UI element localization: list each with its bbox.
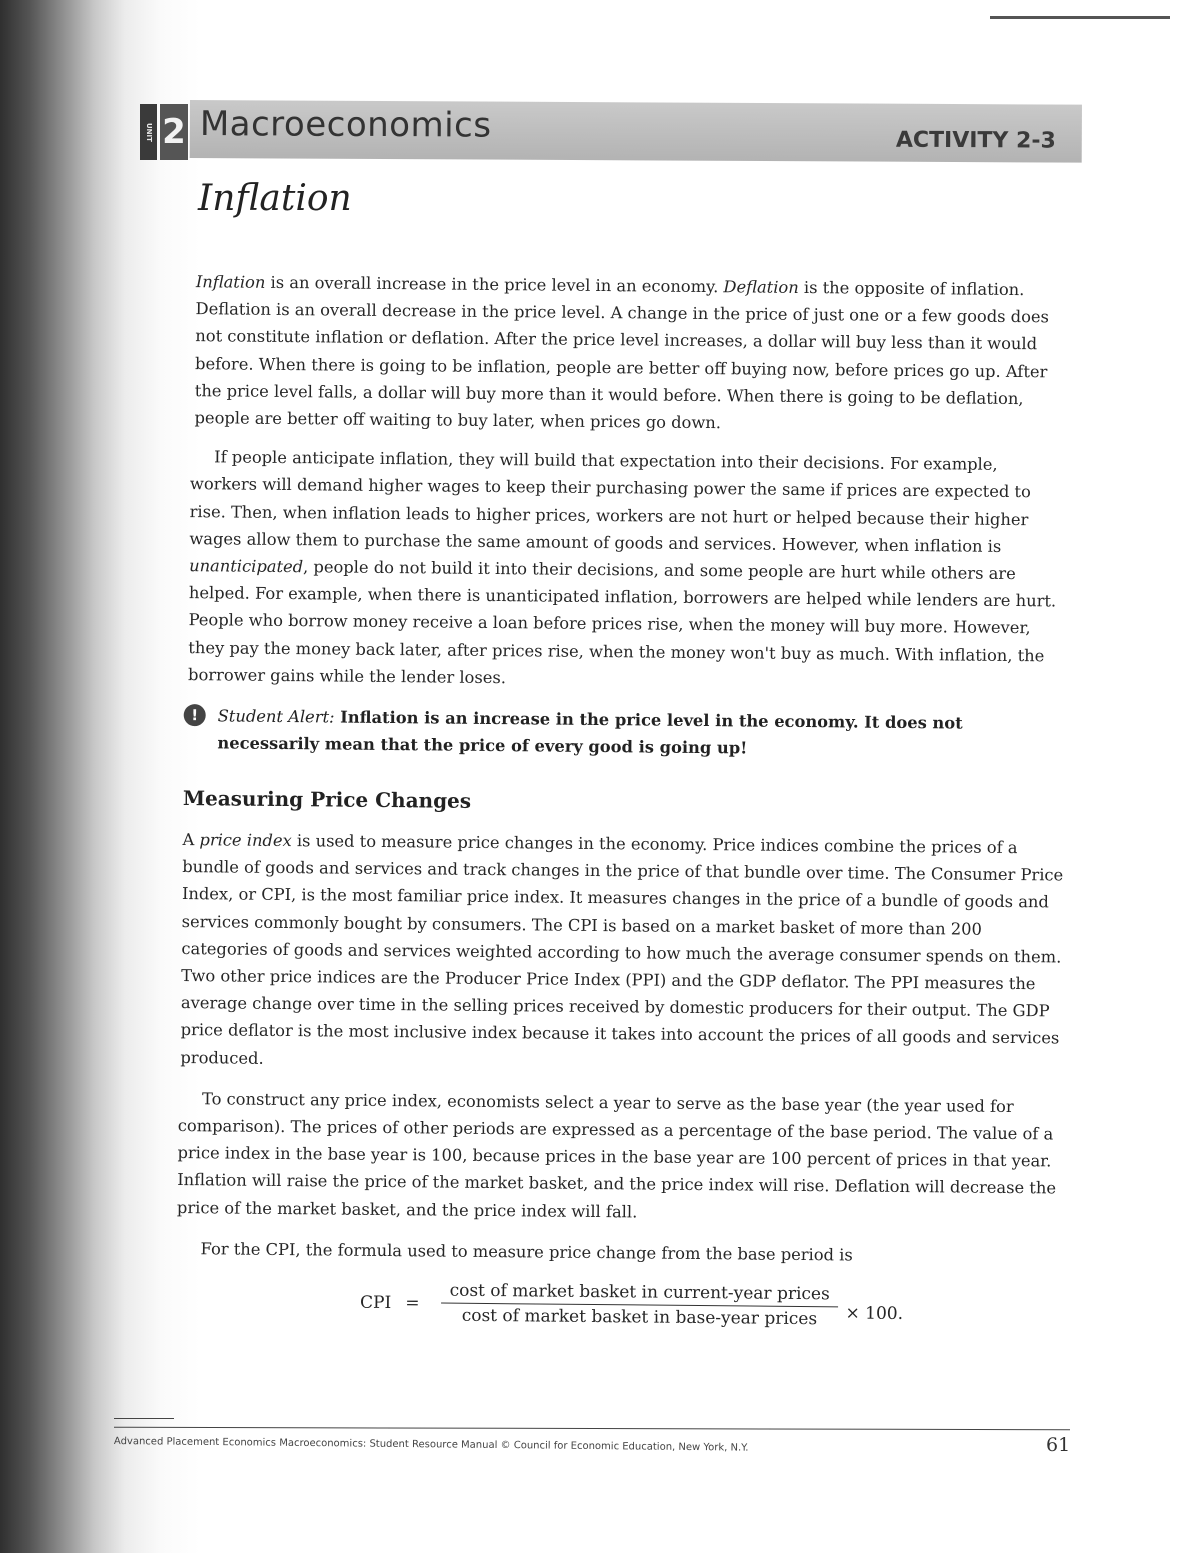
term-price-index: price index [199, 830, 292, 851]
paragraph-anticipated-inflation [188, 443, 1068, 696]
paragraph-text: is an overall increase in the price level in an economy. [265, 272, 724, 297]
paragraph-base-year: To construct any price index, economists select a year to serve as the base year (the year used for comparison). The prices of other periods are expressed as a percentage of the base period. The value of a price index in the base year is 100, because prices in the base year are 100 percent of prices in that year. Inflation will raise the price of the market basket, and the price index will rise. Deflation will decrease the price of the market basket, and the price index will fall. [176, 1089, 1057, 1222]
unit-title: Macroeconomics [199, 104, 492, 146]
paragraph-text: , people do not build it into their decisions, and some people are hurt while others are helped. For example, when there is unanticipated inflation, borrowers are helped while lenders are hurt. People who borrow money receive a loan before prices rise, when the money will buy more. However, they pay the money back later, after prices rise, when the money won't buy as much. With inflation, the borrower gains while the lender loses. [188, 557, 1057, 687]
paragraph-cpi-formula-intro: For the CPI, the formula used to measure price change from the base period is [200, 1239, 853, 1265]
footer-rule-short [114, 1418, 174, 1419]
formula-denominator: cost of market basket in base-year prices [461, 1305, 818, 1330]
section-heading: Measuring Price Changes [182, 786, 472, 813]
formula-numerator: cost of market basket in current-year prices [441, 1281, 837, 1308]
page-title: Inflation [198, 178, 352, 219]
formula-multiplier: × 100. [845, 1303, 904, 1324]
page-number: 61 [1046, 1434, 1071, 1456]
top-rule [990, 16, 1170, 19]
term-inflation: Inflation [195, 272, 266, 292]
formula-equals: = [405, 1292, 420, 1313]
term-unanticipated: unanticipated [189, 556, 304, 577]
paragraph-inflation-definition [194, 268, 1070, 440]
term-deflation: Deflation [723, 277, 799, 297]
footer-rule [114, 1427, 1070, 1431]
alert-label: Student Alert: [217, 706, 335, 727]
cpi-formula [360, 1280, 1060, 1332]
alert-exclamation-icon: ! [184, 704, 206, 726]
paragraph-text: is used to measure price changes in the economy. Price indices combine the prices of a bundle of goods and services and track changes in the price of that bundle over time. The Consumer Price Index, or CPI, is the most familiar price index. It measures changes in the price of a bundle of goods and services commonly bought by consumers. The CPI is based on a market basket of more than 200 categories of goods and services weighted according to how much the average consumer spends on them. Two other price indices are the Producer Price Index (PPI) and the GDP deflator. The PPI measures the average change over time in the selling prices received by domestic producers for their output. The GDP price deflator is the most inclusive index because it takes into account the prices of all goods and services produced. [180, 831, 1064, 1068]
unit-tab [140, 104, 157, 160]
paragraph-text: If people anticipate inflation, they will build that expectation into their decisions. For example, workers will demand higher wages to keep their purchasing power the same if prices are expected to rise. Then, when inflation leads to higher prices, workers are not hurt or helped because their higher wages allow them to purchase the same amount of goods and services. However, when inflation is [189, 447, 1031, 556]
formula-lhs: CPI [359, 1292, 392, 1313]
unit-number: 2 [160, 104, 188, 160]
paragraph-text: is the opposite of inflation. Deflation is an overall decrease in the price level. A change in the price of just one or a few goods does not constitute inflation or deflation. After the price level increases, a dollar will buy less than it would before. When there is going to be inflation, people are better off buying now, before prices go up. After the price level falls, a dollar will buy more than it would before. When there is going to be deflation, people are better off waiting to buy later, when prices go down. [194, 277, 1050, 433]
paragraph-price-index [180, 826, 1064, 1079]
header-band [190, 100, 1082, 163]
footer-citation: Advanced Placement Economics Macroeconomics: Student Resource Manual © Council for Economic Education, New York, N.Y. [113, 1436, 749, 1454]
formula-fraction [441, 1281, 838, 1330]
unit-tab-label: UNIT [145, 122, 153, 142]
student-alert [183, 702, 1065, 764]
paragraph-text: A [182, 830, 200, 850]
body-content [170, 268, 1070, 1332]
activity-label: ACTIVITY 2-3 [895, 127, 1056, 154]
alert-text: Inflation is an increase in the price level in the economy. It does not necessarily mean that the price of every good is going up! [217, 707, 963, 758]
